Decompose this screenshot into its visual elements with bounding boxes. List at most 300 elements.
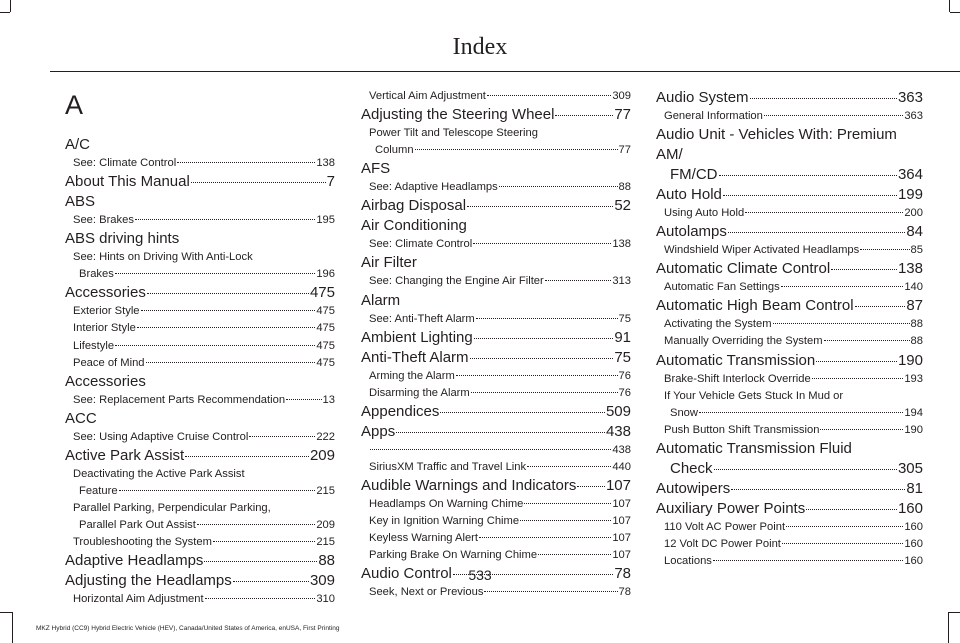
index-heading-page: 363	[897, 89, 923, 106]
index-heading-page: 87	[906, 297, 923, 315]
index-subentry	[65, 355, 335, 372]
index-subentry-text: SiriusXM Traffic and Travel Link	[369, 460, 527, 473]
index-heading-text: Ambient Lighting	[361, 328, 473, 346]
dot-leader	[487, 95, 611, 96]
page-number: 533	[468, 567, 492, 583]
index-heading	[65, 283, 335, 303]
index-subentry	[361, 311, 631, 328]
index-subentry	[656, 519, 923, 536]
index-subentry-page: 363	[904, 110, 923, 122]
crop-mark	[949, 0, 950, 12]
index-subentry	[656, 316, 923, 333]
dot-leader	[197, 524, 315, 525]
index-subentry-page: 200	[904, 207, 923, 220]
dot-leader	[524, 503, 611, 504]
index-entry	[361, 328, 631, 348]
index-subentry-text: Brakes	[79, 268, 114, 281]
index-heading-page: 77	[614, 106, 631, 124]
dot-leader	[806, 509, 897, 510]
index-subentry-page: 160	[904, 555, 923, 568]
dot-leader	[545, 280, 612, 281]
dot-leader	[146, 362, 316, 363]
index-subentry-text: Key in Ignition Warning Chime	[369, 515, 520, 528]
dot-leader	[137, 327, 316, 328]
index-subentry	[361, 547, 631, 564]
index-entry	[361, 291, 631, 328]
index-subentry-page: 313	[612, 275, 631, 288]
dot-leader	[141, 310, 316, 311]
index-subentry-text: See: Using Adaptive Cruise Control	[73, 430, 249, 443]
index-heading-text: Audio Control	[361, 565, 452, 583]
index-subentry-page: 475	[316, 356, 335, 369]
index-heading-line: Audio Unit - Vehicles With: Premium AM/	[656, 126, 897, 164]
index-heading-page: 107	[605, 477, 631, 495]
index-subentry-text: See: Climate Control	[369, 238, 473, 251]
index-subentry-text: General Information	[664, 110, 763, 122]
index-subentry-page: 75	[618, 312, 631, 325]
index-subentry	[361, 385, 631, 402]
index-subentry	[65, 266, 335, 283]
dot-leader	[713, 560, 903, 561]
index-heading	[656, 185, 923, 205]
index-heading-line: Automatic Transmission Fluid	[656, 439, 852, 457]
index-subentry	[656, 536, 923, 553]
dot-leader	[714, 469, 897, 470]
index-subentry-text: Peace of Mind	[73, 356, 145, 369]
dot-leader	[213, 541, 315, 542]
index-heading	[65, 172, 335, 192]
dot-leader	[699, 412, 903, 413]
index-heading	[656, 259, 923, 279]
crop-mark	[950, 12, 960, 13]
index-entry	[361, 196, 631, 216]
index-heading-page: 199	[897, 186, 923, 204]
index-subentry	[656, 371, 923, 388]
index-entry	[361, 105, 631, 159]
index-entry	[65, 229, 335, 283]
index-heading	[656, 88, 923, 108]
dot-leader	[816, 361, 897, 362]
index-subentry-text: Parallel Park Out Assist	[79, 519, 196, 532]
index-heading: Air Filter	[361, 254, 417, 272]
index-heading-text: Airbag Disposal	[361, 197, 467, 215]
dot-leader	[119, 490, 316, 491]
page-title: Index	[452, 34, 508, 60]
index-subentry-page: 107	[612, 549, 631, 562]
header-divider	[50, 71, 960, 72]
crop-mark	[948, 612, 949, 643]
index-heading-text: Auxiliary Power Points	[656, 499, 806, 517]
index-subentry	[656, 242, 923, 259]
index-heading-text: Accessories	[65, 284, 146, 302]
index-heading	[361, 348, 631, 368]
index-heading	[361, 196, 631, 216]
index-subentry-text: Automatic Fan Settings	[664, 281, 780, 294]
index-subentry	[65, 338, 335, 355]
dot-leader	[185, 456, 309, 457]
index-column-1	[65, 88, 335, 609]
index-heading-text: Automatic Climate Control	[656, 260, 831, 278]
index-subentry-text: Locations	[664, 555, 712, 568]
index-subentry-page: 475	[316, 305, 335, 318]
index-subentry	[65, 320, 335, 337]
index-subentry	[65, 483, 335, 500]
dot-leader	[115, 345, 315, 346]
index-heading	[656, 351, 923, 371]
index-entry	[656, 259, 923, 296]
index-subentry-page: 107	[612, 515, 631, 528]
index-heading-page: 75	[614, 348, 631, 366]
index-entry	[656, 351, 923, 439]
index-entry	[361, 422, 631, 476]
dot-leader	[527, 466, 611, 467]
index-subentry-text: Lifestyle	[73, 339, 115, 352]
dot-leader	[115, 273, 316, 274]
index-subentry-page: 78	[618, 586, 631, 599]
index-subentry	[656, 333, 923, 350]
index-subentry	[361, 530, 631, 547]
index-heading-text: Adjusting the Headlamps	[65, 572, 232, 590]
index-subentry-page: 140	[904, 281, 923, 294]
index-subentry-page: 88	[910, 318, 923, 331]
dot-leader	[812, 378, 904, 379]
index-heading: Accessories	[65, 372, 146, 390]
index-heading	[361, 328, 631, 348]
index-heading-page: 138	[897, 260, 923, 278]
index-heading-text: Anti-Theft Alarm	[361, 348, 469, 366]
dot-leader	[471, 392, 618, 393]
index-heading-page: 209	[309, 446, 335, 464]
index-subentry	[361, 442, 631, 459]
index-subentry-page: 215	[316, 485, 335, 498]
index-entry	[65, 283, 335, 371]
dot-leader	[479, 537, 611, 538]
index-entry	[656, 125, 923, 185]
index-heading	[656, 222, 923, 242]
index-entry	[656, 439, 923, 479]
index-heading	[361, 105, 631, 125]
dot-leader	[577, 486, 605, 487]
index-subentry-line: Parallel Parking, Perpendicular Parking,	[73, 502, 271, 515]
index-subentry-page: 194	[904, 406, 923, 419]
dot-leader	[860, 249, 909, 250]
index-subentry-text: Push Button Shift Transmission	[664, 423, 820, 436]
index-heading	[361, 422, 631, 442]
index-heading-text: Audio System	[656, 89, 749, 106]
index-entry	[656, 479, 923, 499]
index-subentry	[361, 88, 631, 105]
index-subentry	[656, 108, 923, 125]
index-heading-page: 78	[614, 565, 631, 583]
index-heading	[656, 479, 923, 499]
dot-leader	[474, 338, 614, 339]
index-subentry	[361, 236, 631, 253]
index-subentry-text: Using Auto Hold	[664, 207, 745, 220]
index-entry	[656, 499, 923, 570]
index-entry	[656, 222, 923, 259]
index-subentry	[361, 496, 631, 513]
index-subentry	[65, 534, 335, 551]
index-subentry	[65, 303, 335, 320]
dot-leader	[456, 375, 618, 376]
index-subentry-page: 310	[316, 593, 335, 606]
index-heading-page: 475	[309, 284, 335, 302]
dot-leader	[782, 543, 903, 544]
index-subentry	[65, 392, 335, 409]
index-heading	[656, 296, 923, 316]
index-subentry-text: Windshield Wiper Activated Headlamps	[664, 244, 860, 257]
crop-mark	[12, 612, 13, 643]
dot-leader	[781, 286, 904, 287]
index-subentry-text: Feature	[79, 485, 118, 498]
dot-leader	[538, 554, 611, 555]
index-subentry-text: Manually Overriding the System	[664, 335, 823, 348]
dot-leader	[750, 98, 897, 99]
index-heading-page: 305	[897, 459, 923, 477]
index-heading: ABS driving hints	[65, 230, 180, 248]
index-subentry	[361, 142, 631, 159]
index-heading-text: Active Park Assist	[65, 446, 185, 464]
index-entry	[361, 348, 631, 402]
index-subentry-text: Vertical Aim Adjustment	[369, 90, 486, 102]
dot-leader	[286, 399, 321, 400]
index-entry	[656, 296, 923, 350]
index-entry	[361, 476, 631, 564]
index-heading-text: Automatic High Beam Control	[656, 297, 854, 315]
dot-leader	[499, 186, 618, 187]
index-subentry-page: 138	[316, 157, 335, 169]
dot-leader	[191, 182, 326, 183]
index-heading	[361, 402, 631, 422]
index-heading-text: Audible Warnings and Indicators	[361, 477, 577, 495]
crop-mark	[10, 0, 11, 12]
index-entry	[65, 135, 335, 172]
index-subentry-text: Seek, Next or Previous	[369, 586, 484, 599]
dot-leader	[415, 149, 618, 150]
index-subentry-page: 309	[612, 90, 631, 102]
index-subentry-text: Keyless Warning Alert	[369, 532, 479, 545]
crop-mark	[948, 612, 960, 613]
dot-leader	[773, 323, 910, 324]
index-heading-text: Auto Hold	[656, 186, 722, 204]
index-subentry-text: 12 Volt DC Power Point	[664, 538, 781, 551]
index-heading-text: FM/CD	[670, 166, 718, 184]
index-heading-text: Autolamps	[656, 223, 727, 241]
index-column-3	[656, 88, 923, 570]
index-subentry-text: Interior Style	[73, 322, 136, 335]
index-subentry-page: 88	[618, 181, 631, 194]
dot-leader	[249, 436, 315, 437]
index-subentry-page: 193	[904, 372, 923, 385]
dot-leader	[467, 206, 613, 207]
dot-leader	[476, 318, 618, 319]
index-subentry	[361, 273, 631, 290]
dot-leader	[731, 489, 905, 490]
dot-leader	[205, 598, 316, 599]
index-heading-text: Appendices	[361, 402, 440, 420]
index-heading-text: About This Manual	[65, 173, 190, 191]
index-subentry	[65, 429, 335, 446]
index-subentry	[65, 155, 335, 172]
index-heading-page: 88	[318, 552, 335, 570]
index-subentry-text: Snow	[670, 406, 698, 419]
index-heading: ACC	[65, 409, 97, 427]
index-heading	[361, 476, 631, 496]
index-entry	[65, 372, 335, 409]
index-heading-text: Adaptive Headlamps	[65, 552, 204, 570]
index-subentry-page: 209	[316, 519, 335, 532]
index-heading-page: 81	[906, 479, 923, 497]
index-entry	[361, 253, 631, 290]
index-heading: Air Conditioning	[361, 217, 467, 235]
index-column-2	[361, 88, 631, 602]
index-subentry-text: Troubleshooting the System	[73, 536, 212, 549]
index-subentry-page: 195	[316, 214, 335, 227]
index-subentry-text: Exterior Style	[73, 305, 140, 318]
dot-leader	[473, 243, 611, 244]
index-entry	[656, 88, 923, 125]
index-subentry-text: See: Adaptive Headlamps	[369, 181, 498, 194]
dot-leader	[745, 212, 903, 213]
dot-leader	[147, 293, 309, 294]
index-subentry-page: 76	[618, 369, 631, 382]
index-subentry-text: See: Replacement Parts Recommendation	[73, 393, 286, 406]
index-entry	[65, 409, 335, 446]
index-heading-page: 52	[614, 197, 631, 215]
index-subentry	[656, 279, 923, 296]
index-subentry-page: 475	[316, 339, 335, 352]
index-entry	[361, 159, 631, 196]
index-subentry	[656, 422, 923, 439]
index-heading-text: Check	[670, 459, 713, 477]
index-subentry	[361, 179, 631, 196]
index-subentry	[361, 584, 631, 601]
index-subentry-page: 107	[612, 532, 631, 545]
index-heading-text: Apps	[361, 422, 396, 440]
index-subentry-line: Power Tilt and Telescope Steering	[369, 127, 538, 140]
index-entry	[65, 192, 335, 229]
index-heading: AFS	[361, 160, 391, 178]
index-subentry-text: See: Anti-Theft Alarm	[369, 312, 475, 325]
index-heading-page: 160	[897, 499, 923, 517]
index-subentry	[656, 405, 923, 422]
index-subentry-text: 110 Volt AC Power Point	[664, 520, 786, 533]
index-heading: Alarm	[361, 291, 401, 309]
index-subentry-text: Brake-Shift Interlock Override	[664, 372, 811, 385]
crop-mark	[0, 612, 12, 613]
index-heading-page: 190	[897, 351, 923, 369]
index-subentry-text: Horizontal Aim Adjustment	[73, 593, 204, 606]
index-subentry-text: Activating the System	[664, 318, 772, 331]
index-subentry-text: Headlamps On Warning Chime	[369, 498, 524, 511]
index-heading-page: 509	[605, 402, 631, 420]
index-subentry-text: See: Climate Control	[73, 157, 177, 169]
index-subentry-text: See: Changing the Engine Air Filter	[369, 275, 544, 288]
index-heading: ABS	[65, 193, 96, 211]
index-subentry-text: See: Brakes	[73, 214, 134, 227]
index-subentry-page: 13	[322, 393, 335, 406]
dot-leader	[520, 520, 611, 521]
dot-leader	[204, 561, 317, 562]
index-heading-page: 438	[605, 422, 631, 440]
index-heading-page: 7	[326, 173, 335, 191]
index-subentry	[656, 205, 923, 222]
index-heading	[656, 459, 923, 479]
index-heading-page: 91	[614, 328, 631, 346]
index-entry	[361, 402, 631, 422]
index-subentry-page: 440	[612, 460, 631, 473]
index-subentry	[361, 368, 631, 385]
dot-leader	[831, 269, 897, 270]
index-subentry-page: 138	[612, 238, 631, 251]
index-subentry-page: 85	[910, 244, 923, 257]
index-entry	[65, 446, 335, 551]
index-entry	[361, 216, 631, 253]
dot-leader	[719, 175, 897, 176]
index-subentry-page: 76	[618, 386, 631, 399]
dot-leader	[370, 449, 611, 450]
index-heading-text: Automatic Transmission	[656, 351, 816, 369]
index-subentry-page: 107	[612, 498, 631, 511]
dot-leader	[855, 306, 906, 307]
dot-leader	[764, 115, 903, 116]
index-subentry-page: 190	[904, 423, 923, 436]
index-subentry	[65, 517, 335, 534]
index-heading	[65, 446, 335, 466]
index-entry	[65, 172, 335, 192]
dot-leader	[396, 432, 605, 433]
index-subentry	[65, 212, 335, 229]
section-letter: A	[65, 90, 84, 120]
index-subentry-line: See: Hints on Driving With Anti-Lock	[73, 251, 253, 264]
index-subentry	[361, 459, 631, 476]
dot-leader	[786, 526, 903, 527]
index-subentry-page: 88	[910, 335, 923, 348]
index-subentry	[65, 591, 335, 608]
index-subentry-page: 475	[316, 322, 335, 335]
index-subentry-page: 196	[316, 268, 335, 281]
index-subentry-page: 438	[612, 443, 631, 456]
index-heading-text: Autowipers	[656, 479, 731, 497]
dot-leader	[723, 195, 897, 196]
dot-leader	[440, 412, 605, 413]
index-heading-text: Adjusting the Steering Wheel	[361, 106, 555, 124]
index-subentry-text: Arming the Alarm	[369, 369, 455, 382]
dot-leader	[820, 429, 903, 430]
index-subentry-text: Disarming the Alarm	[369, 386, 470, 399]
index-heading: A/C	[65, 136, 91, 153]
index-heading-page: 364	[897, 166, 923, 184]
index-subentry-page: 160	[904, 538, 923, 551]
index-subentry-text: Column	[375, 144, 414, 157]
index-subentry-page: 77	[618, 144, 631, 157]
crop-mark	[0, 12, 10, 13]
index-heading-page: 309	[309, 572, 335, 590]
index-subentry-text: Parking Brake On Warning Chime	[369, 549, 538, 562]
index-subentry	[361, 513, 631, 530]
index-heading	[656, 499, 923, 519]
index-entry	[656, 185, 923, 222]
index-subentry-line: Deactivating the Active Park Assist	[73, 467, 245, 480]
index-heading	[656, 165, 923, 185]
index-subentry-page: 222	[316, 430, 335, 443]
index-subentry-line: If Your Vehicle Gets Stuck In Mud or	[664, 389, 844, 402]
dot-leader	[824, 340, 910, 341]
dot-leader	[728, 232, 905, 233]
footer-vehicle-info: MKZ Hybrid (CC9) Hybrid Electric Vehicle (HEV), Canada/United States of America, enUSA, First Printing	[36, 625, 340, 632]
dot-leader	[135, 219, 315, 220]
dot-leader	[470, 358, 614, 359]
